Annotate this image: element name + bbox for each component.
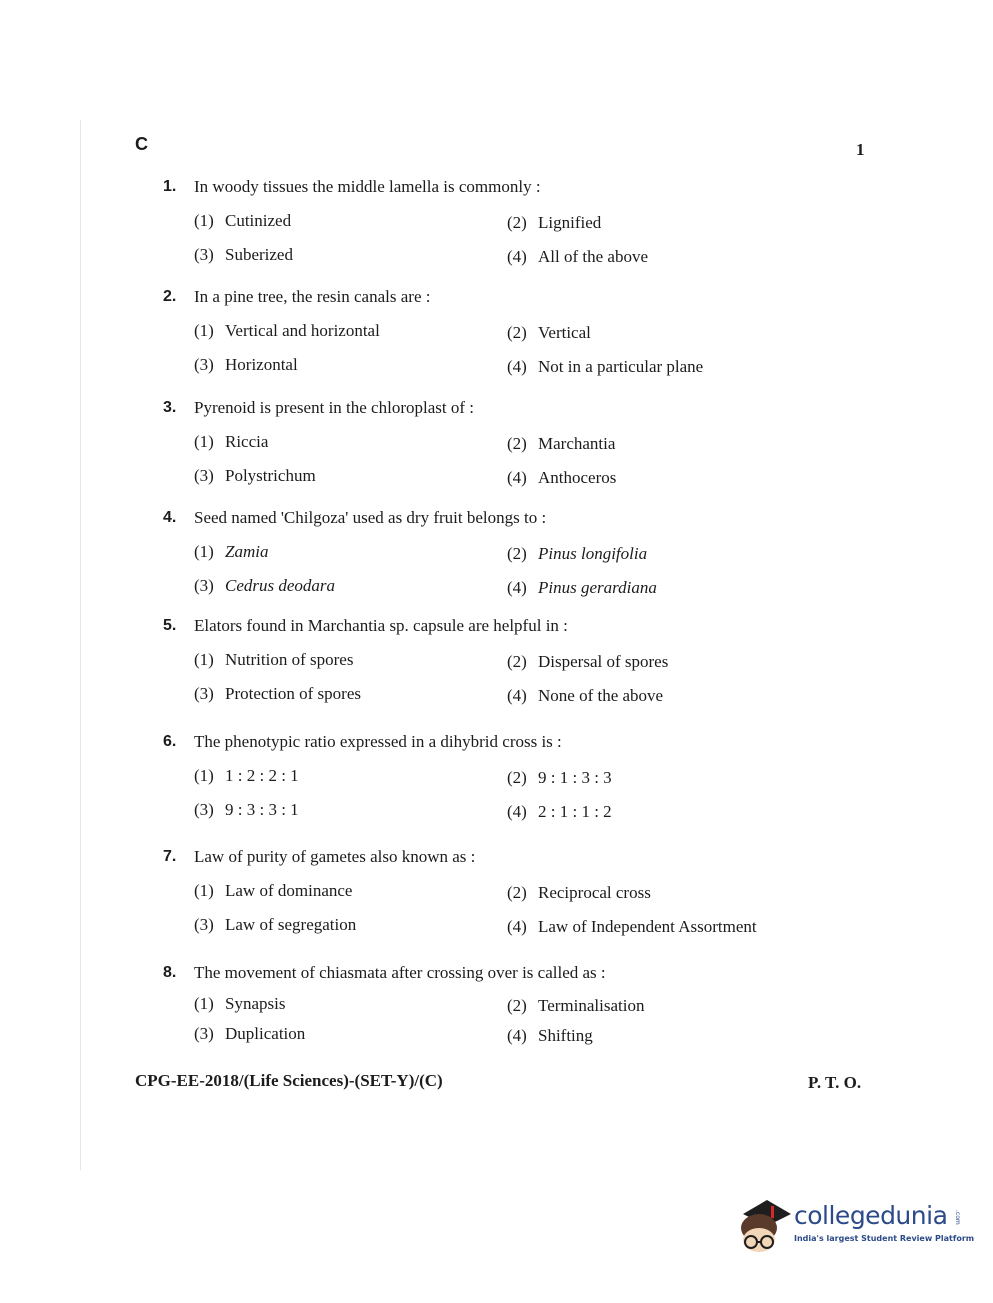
option-1: (1) Zamia (194, 542, 269, 561)
option-4: (4) All of the above (507, 247, 648, 266)
scan-margin-line (80, 120, 81, 1170)
option-3: (3) Duplication (194, 1024, 306, 1043)
option-1: (1) Synapsis (194, 994, 286, 1013)
option-1: (1) 1 : 2 : 2 : 1 (194, 766, 299, 785)
question-6 (163, 733, 843, 843)
question-text: Law of purity of gametes also known as : (194, 847, 476, 866)
question-number: 8. (163, 964, 177, 981)
option-3: (3) Horizontal (194, 355, 298, 374)
question-number: 5. (163, 617, 177, 634)
brand-name: collegedunia (794, 1201, 948, 1230)
page-number: 1 (856, 140, 865, 159)
question-text: The movement of chiasmata after crossing over is called as : (194, 963, 606, 982)
question-text: Pyrenoid is present in the chloroplast of : (194, 398, 474, 417)
question-text: The phenotypic ratio expressed in a dihybrid cross is : (194, 732, 562, 751)
option-4: (4) Anthoceros (507, 468, 617, 487)
option-1: (1) Riccia (194, 432, 269, 451)
question-2 (163, 288, 843, 398)
option-2: (2) Reciprocal cross (507, 883, 651, 902)
question-7 (163, 848, 843, 958)
option-3: (3) 9 : 3 : 3 : 1 (194, 800, 299, 819)
option-3: (3) Protection of spores (194, 684, 361, 703)
option-4: (4) 2 : 1 : 1 : 2 (507, 802, 612, 821)
question-text: Seed named 'Chilgoza' used as dry fruit belongs to : (194, 508, 547, 527)
brand-suffix: .com (954, 1210, 961, 1225)
option-2: (2) Terminalisation (507, 996, 645, 1015)
question-number: 3. (163, 399, 177, 416)
option-2: (2) Pinus longifolia (507, 544, 648, 563)
option-4: (4) None of the above (507, 686, 664, 705)
question-text: In woody tissues the middle lamella is commonly : (194, 177, 541, 196)
option-3: (3) Polystrichum (194, 466, 316, 485)
option-1: (1) Law of dominance (194, 881, 353, 900)
option-3: (3) Cedrus deodara (194, 576, 336, 595)
question-number: 1. (163, 178, 177, 195)
question-number: 2. (163, 288, 177, 305)
collegedunia-logo (737, 1196, 975, 1256)
question-1 (163, 178, 843, 288)
option-1: (1) Vertical and horizontal (194, 321, 380, 340)
mascot-icon (737, 1196, 793, 1256)
option-1: (1) Nutrition of spores (194, 650, 354, 669)
option-2: (2) Vertical (507, 323, 591, 342)
option-4: (4) Law of Independent Assortment (507, 917, 757, 936)
question-number: 7. (163, 848, 177, 865)
question-8 (163, 964, 843, 1074)
set-letter: C (135, 134, 148, 154)
option-2: (2) Marchantia (507, 434, 616, 453)
option-3: (3) Suberized (194, 245, 293, 264)
please-turn-over: P. T. O. (808, 1073, 862, 1092)
question-text: In a pine tree, the resin canals are : (194, 287, 431, 306)
question-3 (163, 399, 843, 509)
option-3: (3) Law of segregation (194, 915, 357, 934)
option-4: (4) Pinus gerardiana (507, 578, 657, 597)
question-5 (163, 617, 843, 727)
option-4: (4) Not in a particular plane (507, 357, 704, 376)
question-number: 4. (163, 509, 177, 526)
option-2: (2) 9 : 1 : 3 : 3 (507, 768, 612, 787)
question-text: Elators found in Marchantia sp. capsule are helpful in : (194, 616, 568, 635)
option-4: (4) Shifting (507, 1026, 593, 1045)
brand-tagline: India's largest Student Review Platform (794, 1234, 975, 1243)
paper-code: CPG-EE-2018/(Life Sciences)-(SET-Y)/(C) (135, 1071, 443, 1090)
option-1: (1) Cutinized (194, 211, 292, 230)
option-2: (2) Dispersal of spores (507, 652, 669, 671)
option-2: (2) Lignified (507, 213, 602, 232)
question-number: 6. (163, 733, 177, 750)
question-4 (163, 509, 843, 619)
